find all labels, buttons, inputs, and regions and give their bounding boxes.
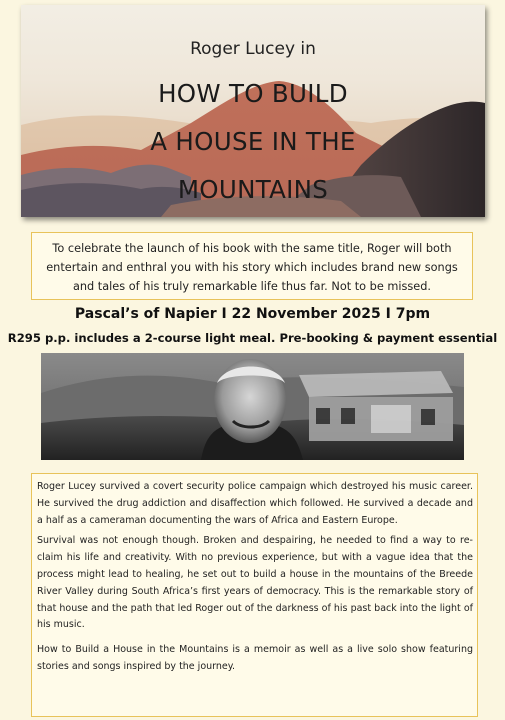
- author-house-photo: [41, 353, 464, 460]
- bio-paragraph-2: Survival was not enough though. Broken and despairing, he needed to find a way to re-claim his life and creativity. With no previous experience, but with a vague idea that the process might lead to healing, he set out to build a house in the mountains of the Breede River Valley during South Africa’s first years of democracy. This is the remarkable story of that house and the path that led Roger out of the darkness of his past back into the light of his music.: [37, 535, 473, 631]
- house: [299, 371, 453, 441]
- event-details: Pascal’s of Napier I 22 November 2025 I 7pm: [74, 306, 431, 322]
- intro-text: To celebrate the launch of his book with the same title, Roger will both entertain and enthral you with his story which includes brand new songs and tales of his truly remarkable life thus far. Not to be missed.: [46, 242, 458, 293]
- bio-box: [31, 473, 478, 717]
- bio-paragraph-1: Roger Lucey survived a covert security police campaign which destroyed his music career. He survived the drug addiction and disaffection which followed. He survived a decade and a half as a cameraman documenting the wars of Africa and Eastern Europe.: [37, 481, 473, 526]
- intro-box: [31, 232, 473, 300]
- price-line: R295 p.p. includes a 2-course light meal. Pre-booking & payment essential: [7, 331, 498, 345]
- photo-image: [41, 353, 464, 460]
- banner-title-line-1: HOW TO BUILD: [158, 79, 348, 108]
- bio-paragraph-3: How to Build a House in the Mountains is a memoir as well as a live solo show featuring stories and songs inspired by the journey.: [37, 644, 473, 672]
- banner-title-line-2: A HOUSE IN THE: [150, 127, 356, 156]
- banner-subtitle: Roger Lucey in: [190, 39, 316, 59]
- banner-title-line-3: MOUNTAINS: [177, 175, 329, 204]
- title-banner: [21, 5, 485, 217]
